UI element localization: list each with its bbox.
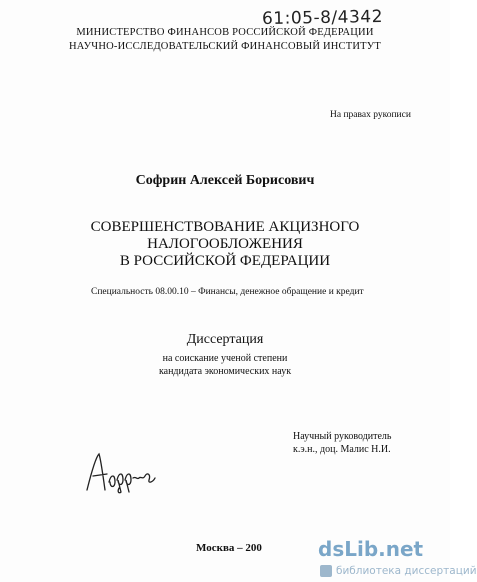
watermark-logo: dsLib.net (318, 537, 424, 561)
library-watermark (318, 535, 477, 582)
dissertation-title (0, 219, 450, 270)
supervisor-role: Научный руководитель (293, 431, 392, 442)
handwritten-signature (83, 446, 158, 496)
supervisor-name: к.э.н., доц. Малис Н.И. (293, 444, 391, 455)
organization-header (0, 26, 450, 54)
title-line: В РОССИЙСКОЙ ФЕДЕРАЦИИ (119, 253, 331, 269)
title-line: НАЛОГООБЛОЖЕНИЯ (147, 236, 303, 252)
city-year: Москва – 200 (196, 542, 262, 554)
author-name: Софрин Алексей Борисович (135, 173, 315, 188)
title-line: СОВЕРШЕНСТВОВАНИЕ АКЦИЗНОГО (90, 219, 360, 235)
institute-name: НАУЧНО-ИССЛЕДОВАТЕЛЬСКИЙ ФИНАНСОВЫЙ ИНСТИТУТ (69, 41, 381, 52)
archive-stamp: 61:05-8/4342 (261, 6, 384, 30)
ministry-name: МИНИСТЕРСТВО ФИНАНСОВ РОССИЙСКОЙ ФЕДЕРАЦИИ (76, 27, 374, 38)
degree-line: кандидата экономических наук (158, 366, 292, 377)
degree-line: на соискание ученой степени (162, 353, 288, 364)
watermark-caption: библиотека диссертаций (336, 565, 477, 577)
watermark-book-icon (320, 565, 332, 577)
supervisor-block (293, 430, 392, 456)
speciality-line: Специальность 08.00.10 – Финансы, денежное обращение и кредит (91, 287, 364, 297)
rights-note: На правах рукописи (330, 110, 411, 120)
degree-info (0, 352, 450, 378)
dissertation-label: Диссертация (186, 332, 264, 347)
